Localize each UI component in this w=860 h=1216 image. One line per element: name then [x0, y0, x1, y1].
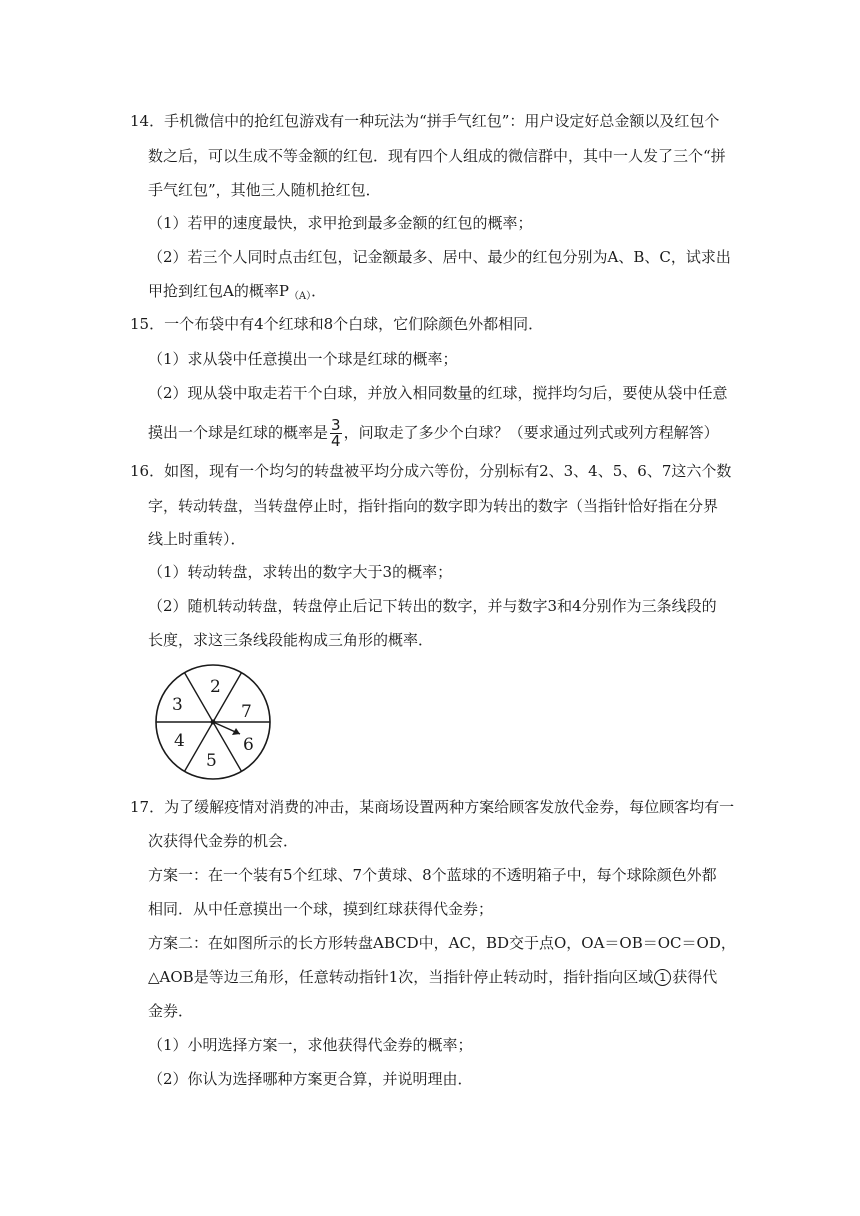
q14-part-2-line-2 [148, 281, 326, 307]
spinner-diagram [148, 664, 278, 780]
spinner-label-7: 7 [241, 702, 252, 722]
q17-number: 17． [130, 798, 165, 816]
q15-part-2-text-b: ，问取走了多少个白球？（要求通过列式或列方程解答） [343, 423, 719, 442]
q14-subscript: （A） [288, 291, 312, 302]
q17-plan-2-text-a: △AOB是等边三角形，任意转动指针1次，当指针停止转动时，指针指向区域 [148, 968, 654, 986]
q16-line-1 [130, 461, 731, 481]
q16-line-3: 线上时重转）． [148, 530, 246, 548]
q17-plan-1-line-2: 相同．从中任意摸出一个球，摸到红球获得代金券； [148, 900, 494, 918]
q16-part-2-line-1: （2）随机转动转盘，转盘停止后记下转出的数字，并与数字3和4分别作为三条线段的 [148, 597, 717, 615]
q15-line-1 [130, 314, 543, 334]
q16-line-2: 字，转动转盘，当转盘停止时，指针指向的数字即为转出的数字（当指针恰好指在分界 [148, 497, 719, 515]
q15-part-2-text-a: 摸出一个球是红球的概率是 [148, 423, 329, 442]
q15-text-1: 一个布袋中有4个红球和8个白球，它们除颜色外都相同． [164, 315, 544, 333]
fraction-three-quarters [330, 418, 342, 449]
q14-number: 14． [130, 112, 165, 130]
spinner-label-4: 4 [174, 731, 185, 751]
q14-part-2-line-1: （2）若三个人同时点击红包，记金额最多、居中、最少的红包分别为A、B、C，试求出 [148, 248, 731, 266]
fraction-numerator: 3 [331, 416, 341, 434]
q16-text-1: 如图，现有一个均匀的转盘被平均分成六等份，分别标有2、3、4、5、6、7这六个数 [164, 462, 732, 480]
spinner-label-3: 3 [172, 695, 183, 715]
q14-line-3: 手气红包”，其他三人随机抢红包． [148, 181, 381, 199]
q17-text-1: 为了缓解疫情对消费的冲击，某商场设置两种方案给顾客发放代金券，每位顾客均有一 [164, 798, 735, 816]
q15-part-1: （1）求从袋中任意摸出一个球是红球的概率； [148, 350, 458, 368]
q17-plan-2-line-1: 方案二：在如图所示的长方形转盘ABCD中，AC，BD交于点O，OA＝OB＝OC＝OD， [148, 934, 736, 952]
q15-number: 15． [130, 315, 165, 333]
q16-number: 16． [130, 462, 165, 480]
q17-plan-2-text-b: 获得代 [672, 968, 718, 986]
spinner-label-2: 2 [210, 677, 221, 697]
q17-plan-2-line-2 [148, 967, 717, 987]
q14-part-1: （1）若甲的速度最快，求甲抢到最多金额的红包的概率； [148, 214, 533, 232]
q17-plan-2-line-3: 金券． [148, 1002, 194, 1020]
q17-plan-1-line-1: 方案一：在一个装有5个红球、7个黄球、8个蓝球的不透明箱子中，每个球除颜色外都 [148, 866, 717, 884]
q16-part-1: （1）转动转盘，求转出的数字大于3的概率； [148, 563, 453, 581]
spinner-label-6: 6 [243, 735, 254, 755]
q16-part-2-line-2: 长度，求这三条线段能构成三角形的概率． [148, 631, 434, 649]
q14-period: ． [311, 282, 327, 300]
circled-number-one: 1 [654, 969, 671, 986]
q17-part-2: （2）你认为选择哪种方案更合算，并说明理由． [148, 1070, 473, 1088]
q17-part-1: （1）小明选择方案一，求他获得代金券的概率； [148, 1036, 473, 1054]
q14-line-1 [130, 111, 719, 131]
q14-part-2-text: 甲抢到红包A的概率P [148, 282, 289, 300]
q14-line-2: 数之后，可以生成不等金额的红包．现有四个人组成的微信群中，其中一人发了三个“拼 [148, 147, 726, 165]
q17-line-2: 次获得代金券的机会． [148, 832, 299, 850]
q15-part-2-line-2 [148, 418, 719, 449]
q14-text-1: 手机微信中的抢红包游戏有一种玩法为“拼手气红包”：用户设定好总金额以及红包个 [164, 112, 720, 130]
q15-part-2-line-1: （2）现从袋中取走若干个白球，并放入相同数量的红球，搅拌均匀后，要使从袋中任意 [148, 384, 728, 402]
q17-line-1 [130, 797, 734, 817]
spinner-label-5: 5 [206, 751, 217, 771]
fraction-denominator: 4 [331, 432, 341, 450]
